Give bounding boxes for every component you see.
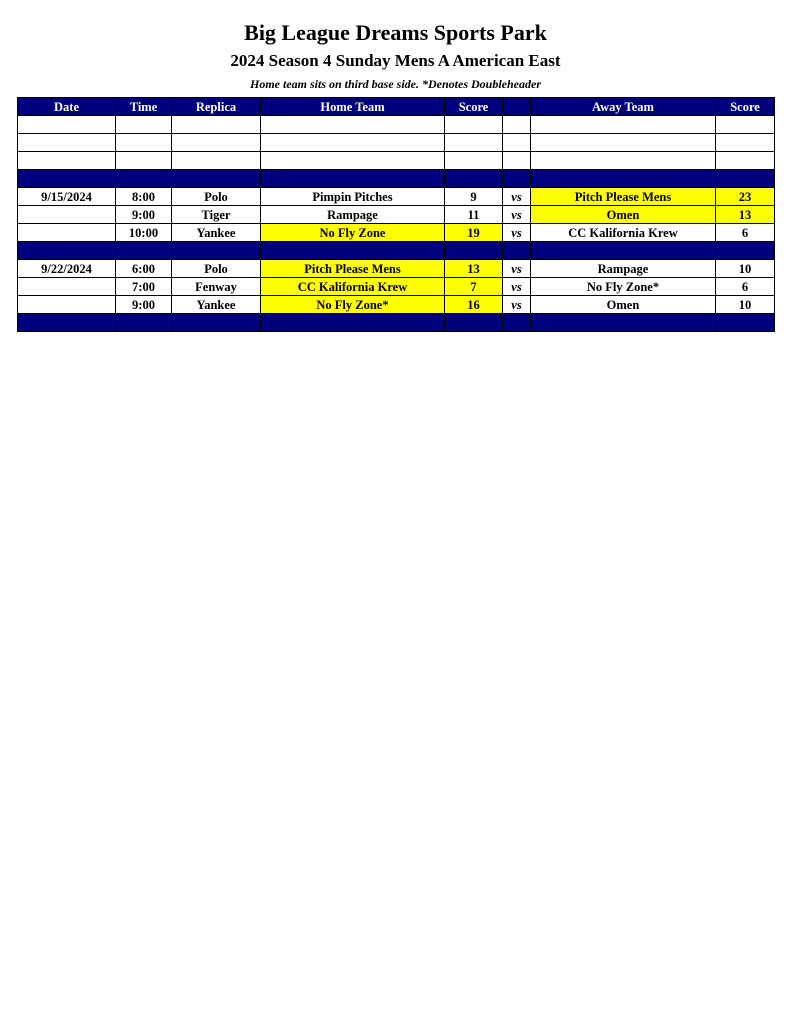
empty-row [18,116,775,134]
vs-cell: vs [503,296,531,314]
column-header-home-team: Home Team [261,98,445,116]
empty-row [18,152,775,170]
game-row [18,188,775,206]
home-team-cell: Rampage [261,206,445,224]
home-team-cell: No Fly Zone [261,224,445,242]
vs-cell: vs [503,260,531,278]
date-cell [18,296,116,314]
replica-cell: Polo [172,260,261,278]
home-score-cell: 16 [445,296,503,314]
date-cell: 9/15/2024 [18,188,116,206]
column-header-away-score: Score [716,98,775,116]
game-row [18,224,775,242]
separator-row [18,242,775,260]
schedule-note: Home team sits on third base side. *Denotes Doubleheader [250,77,541,91]
home-team-cell: Pitch Please Mens [261,260,445,278]
away-score-cell: 6 [716,278,775,296]
replica-cell: Yankee [172,296,261,314]
time-cell: 8:00 [116,188,172,206]
separator-row [18,314,775,332]
game-row [18,278,775,296]
replica-cell: Yankee [172,224,261,242]
away-score-cell: 13 [716,206,775,224]
time-cell: 7:00 [116,278,172,296]
time-cell: 9:00 [116,296,172,314]
game-row [18,296,775,314]
game-row [18,206,775,224]
column-header-replica: Replica [172,98,261,116]
column-header-home-score: Score [445,98,503,116]
date-cell [18,206,116,224]
time-cell: 6:00 [116,260,172,278]
page-subtitle: 2024 Season 4 Sunday Mens A American East [230,51,561,70]
separator-row [18,170,775,188]
time-cell: 9:00 [116,206,172,224]
replica-cell: Polo [172,188,261,206]
away-team-cell: Omen [531,206,716,224]
away-team-cell: No Fly Zone* [531,278,716,296]
header-row [18,98,775,116]
home-score-cell: 13 [445,260,503,278]
away-team-cell: Pitch Please Mens [531,188,716,206]
column-header-time: Time [116,98,172,116]
vs-cell: vs [503,278,531,296]
away-team-cell: Omen [531,296,716,314]
column-header-date: Date [18,98,116,116]
home-score-cell: 11 [445,206,503,224]
home-team-cell: Pimpin Pitches [261,188,445,206]
home-team-cell: CC Kalifornia Krew [261,278,445,296]
page-title: Big League Dreams Sports Park [244,20,547,45]
away-score-cell: 10 [716,296,775,314]
column-header-vs [503,98,531,116]
away-team-cell: Rampage [531,260,716,278]
game-row [18,260,775,278]
away-score-cell: 23 [716,188,775,206]
vs-cell: vs [503,206,531,224]
date-cell: 9/22/2024 [18,260,116,278]
date-cell [18,224,116,242]
vs-cell: vs [503,188,531,206]
home-score-cell: 7 [445,278,503,296]
away-team-cell: CC Kalifornia Krew [531,224,716,242]
home-score-cell: 19 [445,224,503,242]
vs-cell: vs [503,224,531,242]
replica-cell: Fenway [172,278,261,296]
empty-row [18,134,775,152]
home-score-cell: 9 [445,188,503,206]
time-cell: 10:00 [116,224,172,242]
replica-cell: Tiger [172,206,261,224]
schedule-table [17,97,775,332]
date-cell [18,278,116,296]
away-score-cell: 10 [716,260,775,278]
column-header-away-team: Away Team [531,98,716,116]
away-score-cell: 6 [716,224,775,242]
home-team-cell: No Fly Zone* [261,296,445,314]
